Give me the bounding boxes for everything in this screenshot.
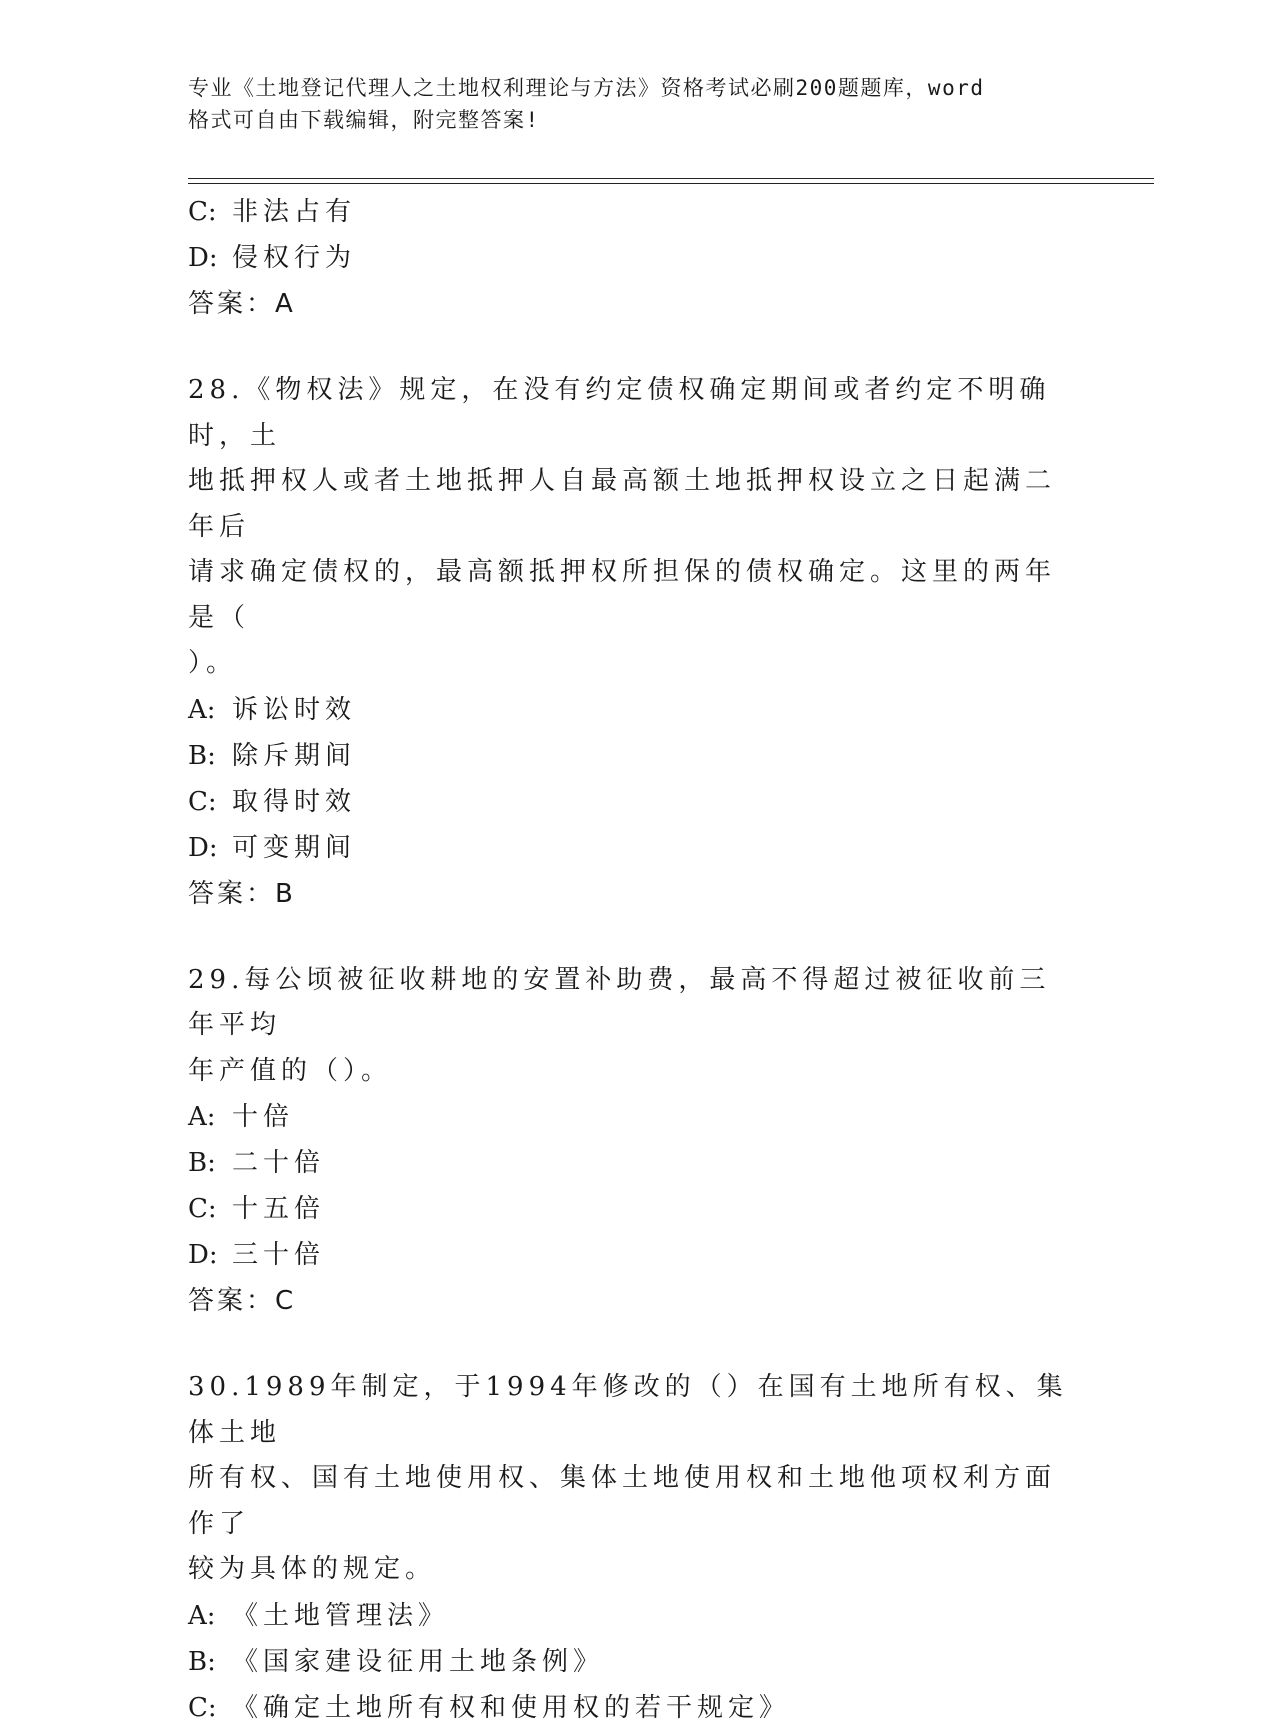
stem-line: 年产值的（）。 bbox=[188, 1055, 393, 1086]
option-letter: D: bbox=[188, 243, 218, 273]
option-c bbox=[188, 189, 1068, 235]
question-30 bbox=[188, 1365, 1068, 1731]
option-text: 侵权行为 bbox=[232, 243, 357, 273]
option-letter: C: bbox=[188, 197, 217, 227]
answer-line: 答案：C bbox=[188, 1286, 297, 1316]
option-text: 非法占有 bbox=[232, 197, 357, 227]
header-line-1: 专业《土地登记代理人之土地权利理论与方法》资格考试必刷200题题库，word bbox=[188, 76, 985, 100]
option-letter: B: bbox=[188, 1148, 216, 1178]
option-a bbox=[188, 687, 1068, 733]
question-28 bbox=[188, 368, 1068, 917]
option-letter: C: bbox=[188, 1194, 217, 1224]
stem-line: 28.《物权法》规定，在没有约定债权确定期间或者约定不明确时，土 bbox=[188, 375, 1051, 451]
option-text: 十倍 bbox=[232, 1102, 295, 1132]
option-d bbox=[188, 825, 1068, 871]
header-line-2: 格式可自由下载编辑，附完整答案! bbox=[188, 108, 540, 132]
option-text: 取得时效 bbox=[232, 786, 357, 817]
prev-question-block bbox=[188, 189, 1068, 327]
stem-line: 30.1989年制定，于1994年修改的（）在国有土地所有权、集体土地 bbox=[188, 1372, 1068, 1448]
stem-line: 较为具体的规定。 bbox=[188, 1554, 437, 1584]
option-letter: D: bbox=[188, 1240, 218, 1270]
option-b bbox=[188, 1140, 1068, 1186]
option-letter: A: bbox=[188, 1600, 216, 1631]
answer-line: 答案：A bbox=[188, 289, 296, 319]
question-stem bbox=[188, 368, 1068, 687]
question-29 bbox=[188, 958, 1068, 1325]
header-rule bbox=[188, 178, 1154, 179]
option-a bbox=[188, 1593, 1068, 1639]
option-letter: C: bbox=[188, 1692, 217, 1723]
stem-line: 地抵押权人或者土地抵押人自最高额土地抵押权设立之日起满二年后 bbox=[188, 466, 1057, 542]
question-stem bbox=[188, 1365, 1068, 1593]
option-d bbox=[188, 1232, 1068, 1278]
option-letter: A: bbox=[188, 1102, 216, 1132]
stem-line: 所有权、国有土地使用权、集体土地使用权和土地他项权利方面作了 bbox=[188, 1463, 1057, 1539]
option-letter: C: bbox=[188, 786, 217, 817]
option-text: 二十倍 bbox=[232, 1148, 326, 1178]
option-a bbox=[188, 1094, 1068, 1140]
answer-line: 答案：B bbox=[188, 878, 296, 909]
option-text: 可变期间 bbox=[232, 832, 357, 863]
option-letter: D: bbox=[188, 832, 218, 863]
option-c bbox=[188, 1685, 1068, 1731]
stem-line: 29.每公顷被征收耕地的安置补助费，最高不得超过被征收前三年平均 bbox=[188, 964, 1051, 1040]
stem-line: ）。 bbox=[188, 648, 238, 678]
option-letter: B: bbox=[188, 1646, 216, 1677]
question-stem bbox=[188, 958, 1068, 1095]
page-header bbox=[188, 72, 1088, 136]
option-text: 《土地管理法》 bbox=[232, 1600, 450, 1631]
option-b bbox=[188, 1639, 1068, 1685]
question-content bbox=[188, 189, 1068, 1731]
option-letter: A: bbox=[188, 694, 216, 725]
option-text: 除斥期间 bbox=[232, 740, 357, 771]
option-d bbox=[188, 235, 1068, 281]
option-b bbox=[188, 733, 1068, 779]
option-text: 诉讼时效 bbox=[232, 694, 357, 725]
stem-line: 请求确定债权的，最高额抵押权所担保的债权确定。这里的两年是（ bbox=[188, 557, 1057, 633]
option-c bbox=[188, 1186, 1068, 1232]
option-text: 十五倍 bbox=[232, 1194, 326, 1224]
header-rule-second bbox=[188, 183, 1154, 184]
option-text: 《国家建设征用土地条例》 bbox=[232, 1646, 605, 1677]
option-letter: B: bbox=[188, 740, 216, 771]
option-c bbox=[188, 779, 1068, 825]
option-text: 三十倍 bbox=[232, 1240, 326, 1270]
option-text: 《确定土地所有权和使用权的若干规定》 bbox=[232, 1692, 791, 1723]
